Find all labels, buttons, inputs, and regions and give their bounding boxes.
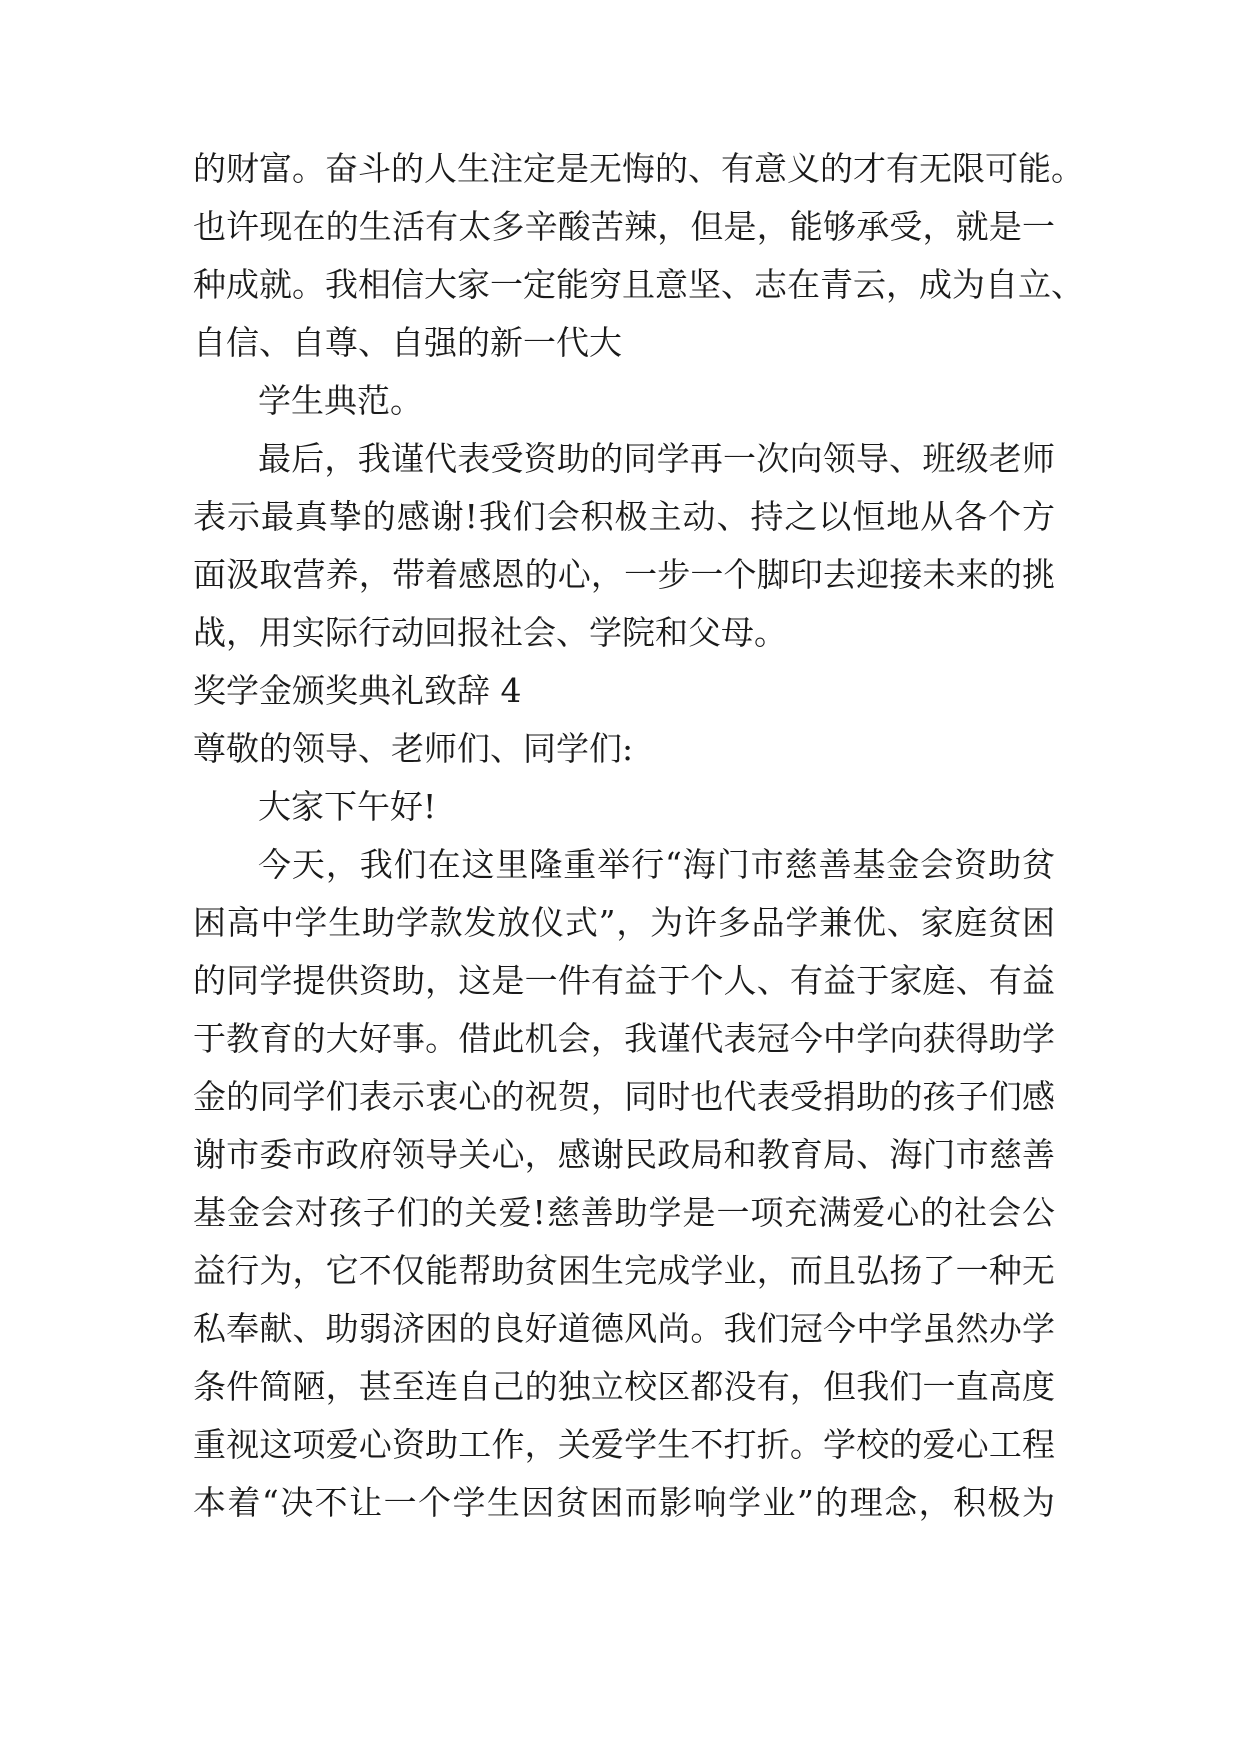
paragraph-4-line-4: 于教育的大好事。借此机会，我谨代表冠今中学向获得助学 xyxy=(193,1019,1055,1058)
paragraph-4-line-1: 今天，我们在这里隆重举行“海门市慈善基金会资助贫 xyxy=(258,845,1055,884)
section-title: 奖学金颁奖典礼致辞 4 xyxy=(193,671,522,710)
paragraph-1-line-1: 的财富。奋斗的人生注定是无悔的、有意义的才有无限可能。 xyxy=(193,149,1084,188)
greeting: 大家下午好! xyxy=(258,787,437,826)
paragraph-4-line-9: 私奉献、助弱济困的良好道德风尚。我们冠今中学虽然办学 xyxy=(193,1309,1055,1348)
paragraph-4-line-10: 条件简陋，甚至连自己的独立校区都没有，但我们一直高度 xyxy=(193,1367,1055,1406)
paragraph-4-line-12: 本着“决不让一个学生因贫困而影响学业”的理念，积极为 xyxy=(193,1483,1055,1522)
paragraph-3-line-2: 表示最真挚的感谢!我们会积极主动、持之以恒地从各个方 xyxy=(193,497,1055,536)
paragraph-3-line-4: 战，用实际行动回报社会、学院和父母。 xyxy=(193,613,787,652)
paragraph-4-line-2: 困高中学生助学款发放仪式”，为许多品学兼优、家庭贫困 xyxy=(193,903,1055,942)
paragraph-4-line-8: 益行为，它不仅能帮助贫困生完成学业，而且弘扬了一种无 xyxy=(193,1251,1055,1290)
salutation: 尊敬的领导、老师们、同学们: xyxy=(193,729,634,768)
paragraph-4-line-5: 金的同学们表示衷心的祝贺，同时也代表受捐助的孩子们感 xyxy=(193,1077,1055,1116)
paragraph-2-line-1: 学生典范。 xyxy=(258,381,423,420)
paragraph-4-line-6: 谢市委市政府领导关心，感谢民政局和教育局、海门市慈善 xyxy=(193,1135,1055,1174)
paragraph-1-line-2: 也许现在的生活有太多辛酸苦辣，但是，能够承受，就是一 xyxy=(193,207,1055,246)
paragraph-3-line-1: 最后，我谨代表受资助的同学再一次向领导、班级老师 xyxy=(258,439,1055,478)
paragraph-1-line-4: 自信、自尊、自强的新一代大 xyxy=(193,323,622,362)
paragraph-4-line-11: 重视这项爱心资助工作，关爱学生不打折。学校的爱心工程 xyxy=(193,1425,1055,1464)
paragraph-4-line-3: 的同学提供资助，这是一件有益于个人、有益于家庭、有益 xyxy=(193,961,1055,1000)
paragraph-3-line-3: 面汲取营养，带着感恩的心，一步一个脚印去迎接未来的挑 xyxy=(193,555,1055,594)
paragraph-4-line-7: 基金会对孩子们的关爱!慈善助学是一项充满爱心的社会公 xyxy=(193,1193,1055,1232)
paragraph-1-line-3: 种成就。我相信大家一定能穷且意坚、志在青云，成为自立、 xyxy=(193,265,1084,304)
